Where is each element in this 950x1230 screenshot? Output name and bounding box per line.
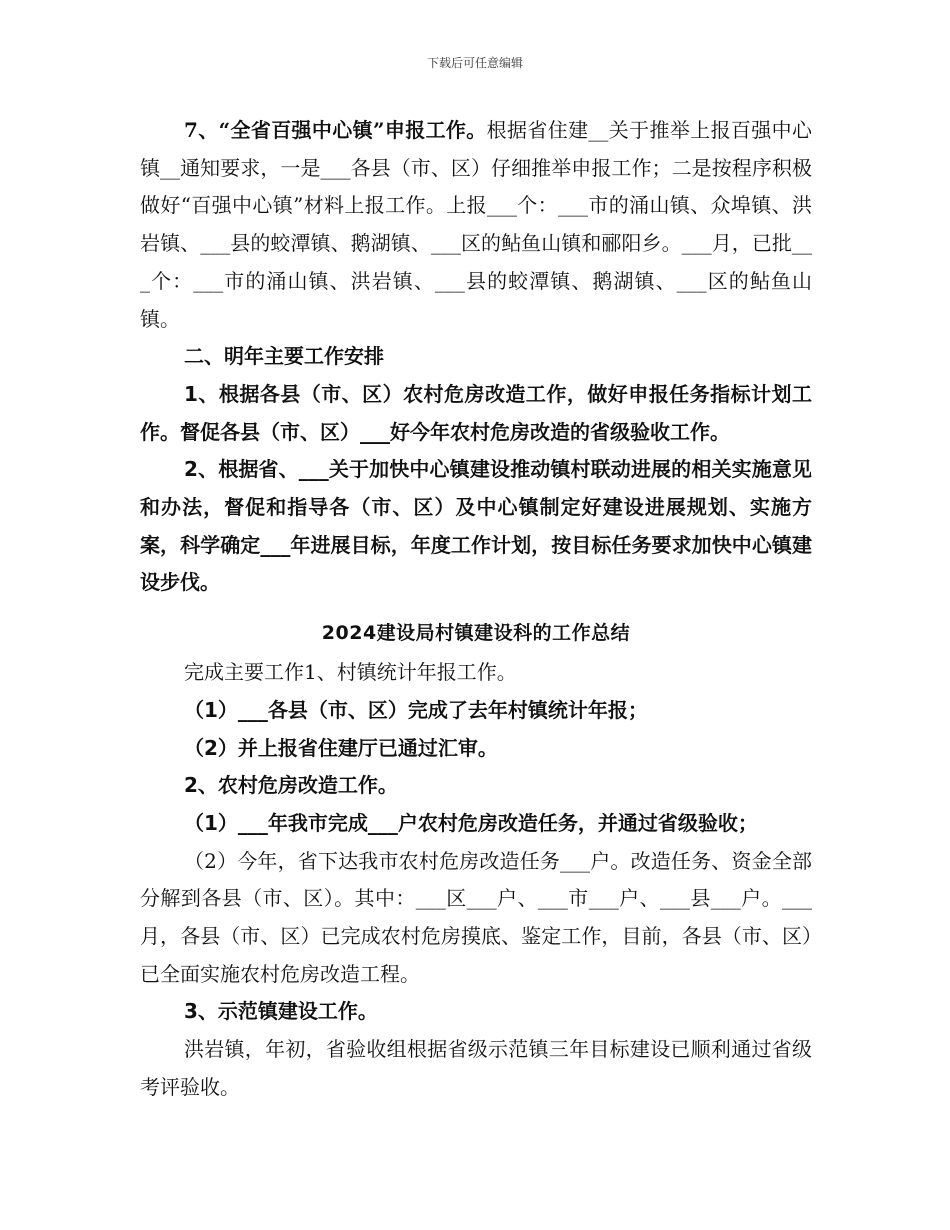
paragraph-plan-2: 2、根据省、___关于加快中心镇建设推动镇村联动进展的相关实施意见和办法，督促和指导各（市、区）及中心镇制定好建设进展规划、实施方案，科学确定___年进展目标，年度工作计划，按目标任务要求加快中心镇建设步伐。 [140,457,812,595]
paragraph-stat-1: （1）___各县（市、区）完成了去年村镇统计年报； [184,697,648,722]
paragraph-centre-town-report [140,112,812,338]
section-heading-next-year: 二、明年主要工作安排 [184,344,384,369]
paragraph-text: 根据省住建__关于推举上报百强中心镇__通知要求，一是___各县（市、区）仔细推举申报工作；二是按程序积极做好“百强中心镇”材料上报工作。上报___个：___市的涌山镇、众埠镇、洪岩镇、___县的蛟潭镇、鹅湖镇、___区的鲇鱼山镇和郦阳乡。___月，已批___个：___市的涌山镇、洪岩镇、___县的蛟潭镇、鹅湖镇、___区的鲇鱼山镇。 [140,118,812,331]
paragraph-demo-town-text: 洪岩镇，年初，省验收组根据省级示范镇三年目标建设已顺利通过省级考评验收。 [140,1037,812,1099]
paragraph-rural-housing-heading: 2、农村危房改造工作。 [184,773,398,798]
paragraph-stat-2: （2）并上报省住建厅已通过汇审。 [184,735,498,760]
paragraph-heading: 7、“全省百强中心镇”申报工作。 [184,118,487,142]
paragraph-rural-housing-1: （1）___年我市完成___户农村危房改造任务，并通过省级验收； [184,810,758,835]
paragraph-demo-town-heading: 3、示范镇建设工作。 [184,999,378,1024]
paragraph-rural-housing-2: （2）今年，省下达我市农村危房改造任务___户。改造任务、资金全部分解到各县（市、区）。其中：___区___户、___市___户、___县___户。___月，各县（市、区）已完成农村危房摸底、鉴定工作，目前，各县（市、区）已全面实施农村危房改造工程。 [140,848,812,986]
document-body [140,112,812,1107]
paragraph-plan-1: 1、根据各县（市、区）农村危房改造工作，做好申报任务指标计划工作。督促各县（市、区）___好今年农村危房改造的省级验收工作。 [140,381,812,444]
page-header: 下载后可任意编辑 [426,56,523,70]
paragraph-main-work-1: 完成主要工作1、村镇统计年报工作。 [184,660,517,685]
document-title: 2024建设局村镇建设科的工作总结 [321,622,631,645]
